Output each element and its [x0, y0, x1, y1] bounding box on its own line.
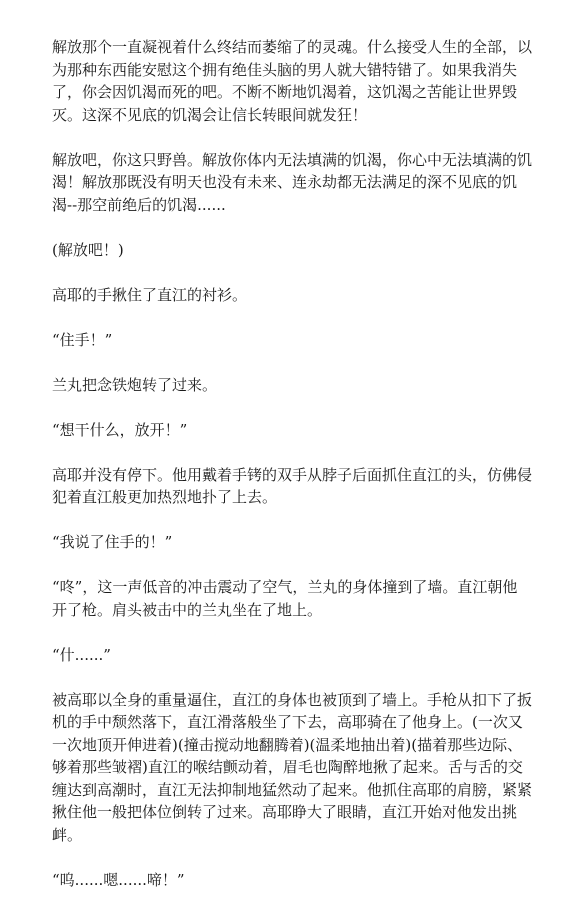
paragraph-8: 高耶并没有停下。他用戴着手铐的双手从脖子后面抓住直江的头，仿佛侵犯着直江般更加热烈地扑了上去。	[52, 465, 533, 506]
paragraph-9: “我说了住手的！”	[52, 533, 173, 551]
paragraph-3: (解放吧！)	[52, 240, 124, 259]
paragraph-12: 被高耶以全身的重量逼住，直江的身体也被顶到了墙上。手枪从扣下了扳机的手中颓然落下，直江滑落般坐了下去，高耶骑在了他身上。(一次又一次地顶开伸进着)(撞击搅动地翻腾着)(温柔地抽出着)(描着那些边际、够着那些皱褶)直江的喉结颤动着，眉毛也陶醉地揪了起来。舌与舌的交缠达到高潮时，直江无法抑制地猛然动了起来。他抓住高耶的肩膀，紧紧揪住他一般把体位倒转了过来。高耶睁大了眼睛，直江开始对他发出挑衅。	[52, 690, 533, 844]
paragraph-10: “咚”，这一声低音的冲击震动了空气，兰丸的身体撞到了墙。直江朝他开了枪。肩头被击中的兰丸坐在了地上。	[52, 578, 518, 619]
paragraph-2: 解放吧，你这只野兽。解放你体内无法填满的饥渴，你心中无法填满的饥渴！解放那既没有明天也没有未来、连永劫都无法满足的深不见底的饥渴--那空前绝后的饥渴......	[52, 150, 533, 214]
paragraph-1: 解放那个一直凝视着什么终结而萎缩了的灵魂。什么接受人生的全部，以为那种东西能安慰这个拥有绝佳头脑的男人就大错特错了。如果我消失了，你会因饥渴而死的吧。不断不断地饥渴着，这饥渴之苦能让世界毁灭。这深不见底的饥渴会让信长转眼间就发狂！	[52, 38, 533, 124]
paragraph-11: “什......”	[52, 645, 111, 664]
paragraph-5: “住手！”	[52, 330, 113, 349]
paragraph-7: “想干什么，放开！”	[52, 420, 188, 439]
paragraph-13: “呜......嗯......啼！”	[52, 870, 185, 889]
paragraph-6: 兰丸把念铁炮转了过来。	[52, 375, 218, 394]
document-body	[52, 36, 532, 914]
paragraph-4: 高耶的手揪住了直江的衬衫。	[52, 285, 248, 304]
